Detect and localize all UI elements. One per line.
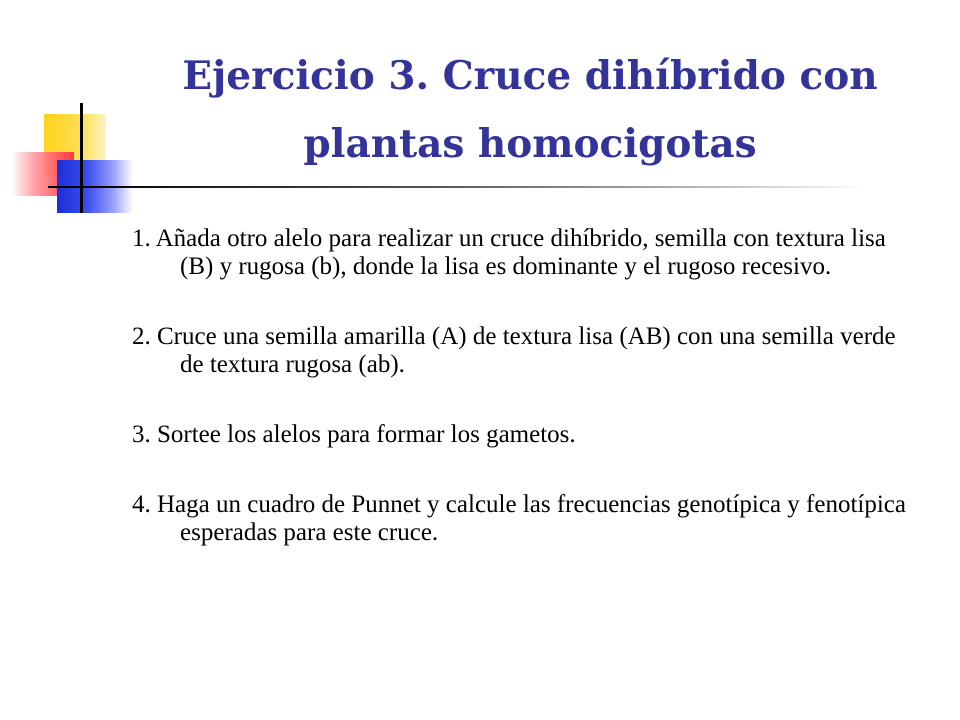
slide-title bbox=[180, 42, 880, 178]
instruction-item-2: 2. Cruce una semilla amarilla (A) de textura lisa (AB) con una semilla verde de textura rugosa (ab). bbox=[132, 323, 896, 378]
title-line-1: Ejercicio 3. Cruce dihíbrido con bbox=[182, 53, 878, 99]
instruction-item-3: 3. Sortee los alelos para formar los gametos. bbox=[132, 421, 576, 448]
title-line-2: plantas homocigotas bbox=[303, 121, 757, 167]
colored-squares-logo-icon bbox=[0, 0, 200, 230]
title-divider bbox=[80, 186, 870, 188]
slide-body bbox=[132, 225, 912, 547]
instruction-item-1: 1. Añada otro alelo para realizar un cruce dihíbrido, semilla con textura lisa (B) y rugosa (b), donde la lisa es dominante y el rugoso recesivo. bbox=[132, 225, 886, 280]
logo-vertical-line bbox=[80, 103, 83, 213]
instruction-item-4: 4. Haga un cuadro de Punnet y calcule las frecuencias genotípica y fenotípica esperadas para este cruce. bbox=[132, 491, 906, 546]
